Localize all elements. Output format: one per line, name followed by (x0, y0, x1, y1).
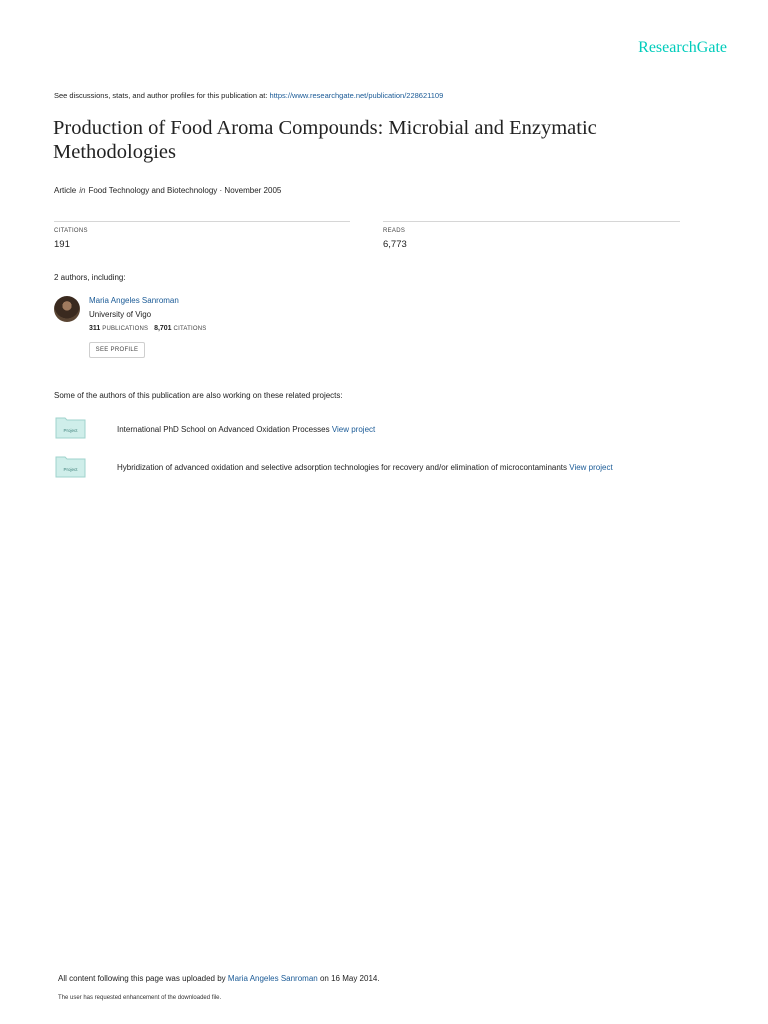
projects-heading: Some of the authors of this publication are also working on these related projects: (54, 391, 343, 400)
citations-label: CITATIONS (54, 228, 88, 234)
author-citations-label: CITATIONS (173, 326, 207, 332)
project-folder-icon (55, 455, 86, 478)
publication-url-link[interactable]: https://www.researchgate.net/publication/228621109 (269, 91, 444, 100)
reads-label: READS (383, 228, 406, 234)
publication-type: Article (54, 186, 77, 195)
upload-prefix: All content following this page was uploaded by (58, 974, 226, 983)
journal-and-date: Food Technology and Biotechnology · November 2005 (88, 186, 282, 195)
project-folder-label: Project (63, 467, 78, 472)
publication-meta (54, 186, 281, 195)
discussions-line (54, 91, 443, 100)
author-affiliation: University of Vigo (89, 310, 152, 319)
discussions-text: See discussions, stats, and author profiles for this publication at: (54, 91, 268, 100)
in-word: in (79, 186, 86, 195)
researchgate-logo[interactable]: ResearchGate (638, 39, 727, 56)
view-project-link[interactable]: View project (331, 425, 376, 434)
citations-value: 191 (54, 239, 70, 250)
project-folder-icon (55, 416, 86, 439)
upload-suffix: on 16 May 2014. (319, 974, 380, 983)
reads-divider (383, 221, 680, 222)
citations-divider (54, 221, 350, 222)
upload-note (58, 974, 380, 983)
publication-title: Production of Food Aroma Compounds: Microbial and Enzymatic Methodologies (53, 117, 597, 163)
project-title: Hybridization of advanced oxidation and selective adsorption technologies for recovery and/or elimination of microcontaminants (117, 463, 568, 472)
project-title: International PhD School on Advanced Oxidation Processes (117, 425, 330, 434)
project-folder-label: Project (63, 428, 78, 433)
authors-heading: 2 authors, including: (54, 273, 126, 282)
author-citations-count: 8,701 (154, 325, 172, 332)
author-publications-count: 311 (89, 325, 101, 332)
author-name-link[interactable]: Maria Angeles Sanroman (89, 296, 179, 305)
project-item (117, 425, 375, 434)
project-item (117, 463, 613, 472)
view-project-link[interactable]: View project (569, 463, 613, 472)
avatar[interactable] (54, 296, 80, 322)
enhancement-note: The user has requested enhancement of the downloaded file. (58, 995, 222, 1001)
author-publications-label: PUBLICATIONS (102, 326, 149, 332)
uploader-link[interactable]: Maria Angeles Sanroman (227, 974, 318, 983)
reads-value: 6,773 (383, 239, 407, 250)
see-profile-button[interactable]: SEE PROFILE (89, 342, 145, 358)
author-stats (89, 325, 206, 332)
